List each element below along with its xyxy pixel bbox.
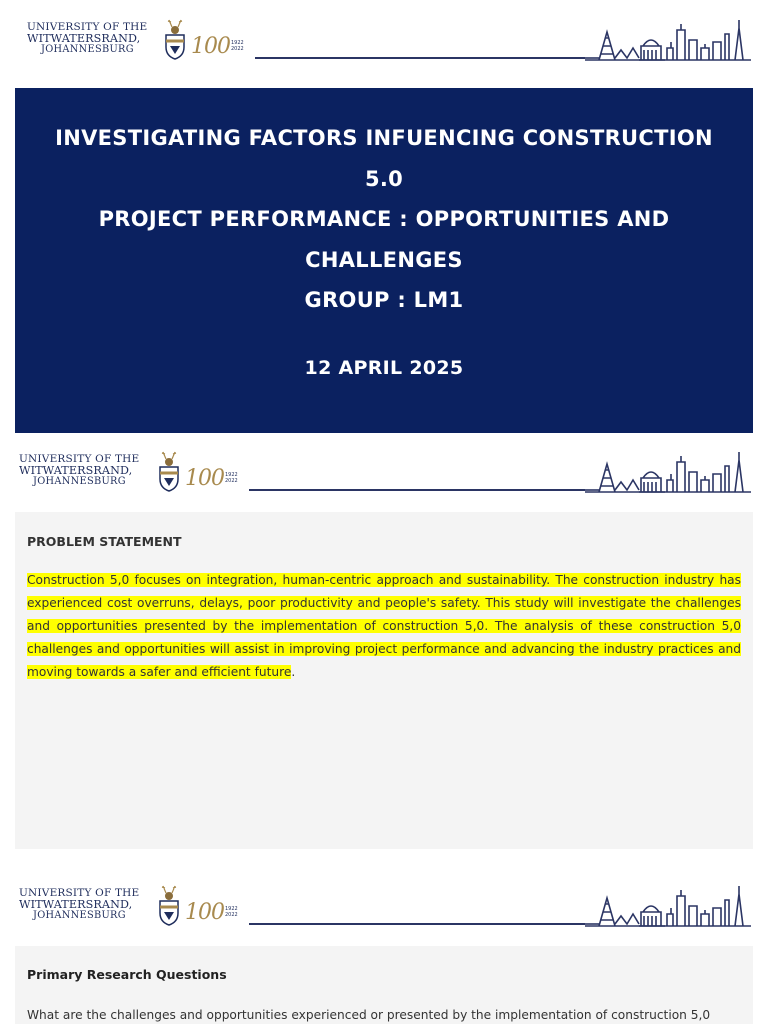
logo-line-3: JOHANNESBURG xyxy=(33,475,126,487)
centenary-number: 100 xyxy=(185,466,224,491)
body-end-punctuation: . xyxy=(291,665,296,679)
centenary-years xyxy=(225,906,238,918)
university-banner xyxy=(15,12,753,84)
presentation-date: 12 APRIL 2025 xyxy=(304,356,464,379)
banner-divider xyxy=(249,923,585,925)
centenary-year-end: 2022 xyxy=(225,912,238,918)
highlighted-text: Construction 5,0 focuses on integration, human-centric approach and sustainability. The construction industry has experienced cost overruns, delays, poor productivity and people's safety. This study will investigate the challenges and opportunities presented by the implementation of construction 5,0. The analysis of these construction 5,0 challenges and opportunities will assist in improving project performance and advancing the industry practices and moving towards a safer and efficient future xyxy=(27,573,741,679)
title-line-4: CHALLENGES xyxy=(305,247,463,272)
centenary-year-start: 1922 xyxy=(231,40,244,46)
group-label: GROUP : LM1 xyxy=(304,288,464,312)
centenary-logo xyxy=(185,466,241,492)
university-logo xyxy=(19,888,151,921)
johannesburg-skyline-icon xyxy=(585,450,751,504)
logo-line-1: UNIVERSITY OF THE xyxy=(19,453,140,465)
title-block xyxy=(15,88,753,321)
slide-content xyxy=(15,946,753,1027)
problem-statement-body xyxy=(27,569,741,684)
logo-line-1: UNIVERSITY OF THE xyxy=(19,887,140,899)
johannesburg-skyline-icon xyxy=(585,18,751,72)
centenary-years xyxy=(225,472,238,484)
research-question-text: What are the challenges and opportunities experienced or presented by the implementation of construction 5,0 xyxy=(27,1008,711,1022)
logo-line-2: WITWATERSRAND, xyxy=(19,464,133,478)
centenary-year-end: 2022 xyxy=(225,478,238,484)
johannesburg-skyline-icon xyxy=(585,884,751,938)
centenary-number: 100 xyxy=(191,34,230,59)
problem-statement-heading: PROBLEM STATEMENT xyxy=(27,534,182,549)
university-banner xyxy=(15,446,753,512)
banner-divider xyxy=(255,57,585,59)
banner-divider xyxy=(249,489,585,491)
problem-statement-slide xyxy=(15,446,753,849)
slide-content xyxy=(15,512,753,684)
logo-line-2: WITWATERSRAND, xyxy=(19,898,133,912)
university-crest-icon xyxy=(157,884,181,926)
logo-line-1: UNIVERSITY OF THE xyxy=(27,21,148,33)
title-slide xyxy=(15,12,753,433)
university-banner xyxy=(15,880,753,946)
university-crest-icon xyxy=(163,18,187,60)
logo-line-2: WITWATERSRAND, xyxy=(27,32,141,46)
logo-line-3: JOHANNESBURG xyxy=(41,43,134,55)
university-crest-icon xyxy=(157,450,181,492)
research-questions-heading: Primary Research Questions xyxy=(27,967,227,982)
university-logo xyxy=(27,22,159,55)
centenary-logo xyxy=(185,900,241,926)
title-panel xyxy=(15,88,753,433)
centenary-year-end: 2022 xyxy=(231,46,244,52)
research-questions-slide xyxy=(15,880,753,1024)
title-line-2: 5.0 xyxy=(364,166,404,191)
centenary-year-start: 1922 xyxy=(225,906,238,912)
title-line-1: INVESTIGATING FACTORS INFUENCING CONSTRUCTION xyxy=(55,126,713,150)
centenary-logo xyxy=(191,34,247,60)
centenary-number: 100 xyxy=(185,900,224,925)
centenary-year-start: 1922 xyxy=(225,472,238,478)
centenary-years xyxy=(231,40,244,52)
logo-line-3: JOHANNESBURG xyxy=(33,909,126,921)
title-line-3: PROJECT PERFORMANCE : OPPORTUNITIES AND xyxy=(98,207,670,231)
university-logo xyxy=(19,454,151,487)
